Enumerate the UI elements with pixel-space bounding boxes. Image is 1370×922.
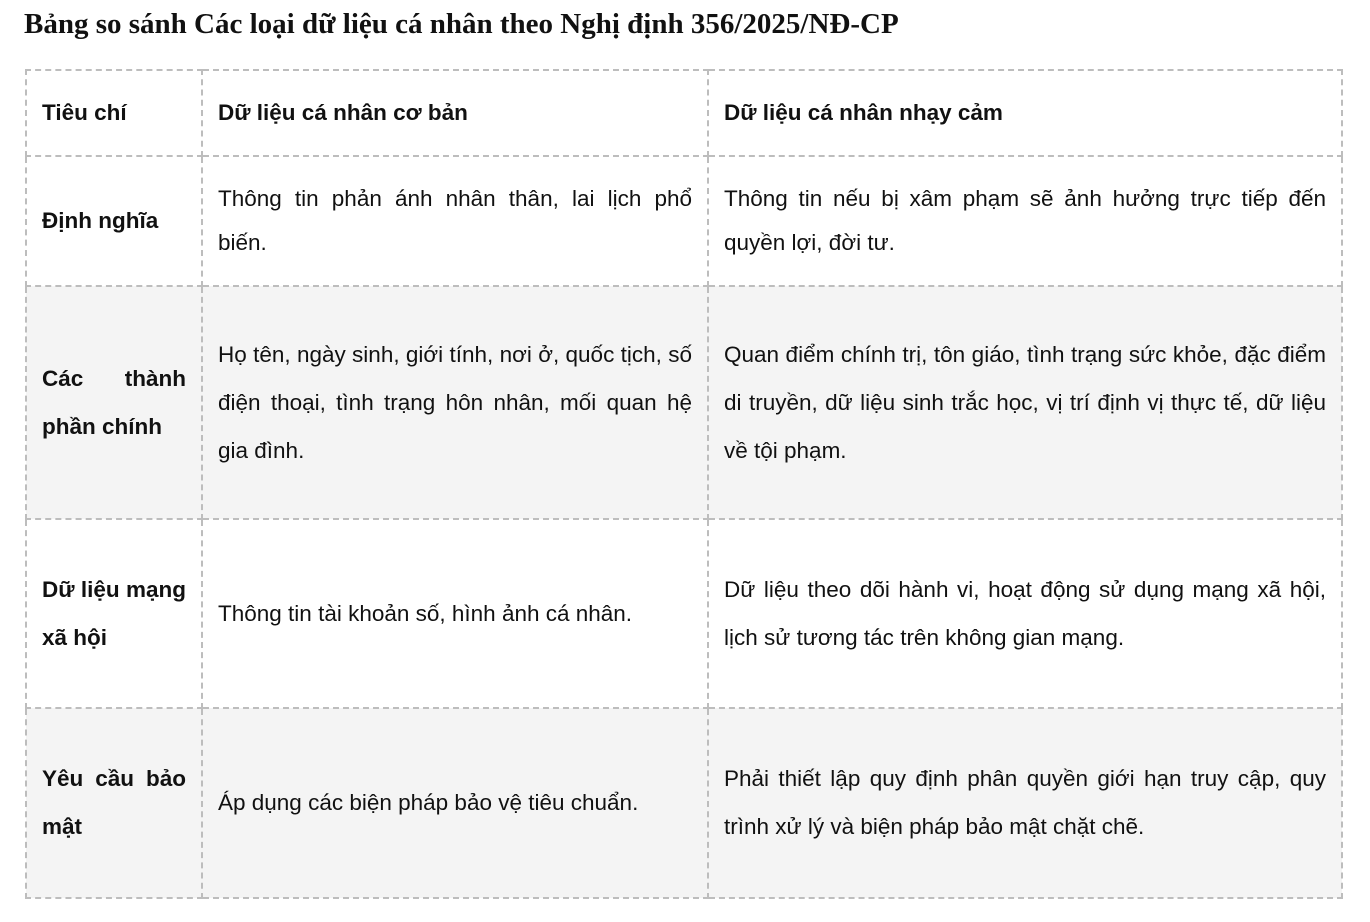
sensitive-cell: Thông tin nếu bị xâm phạm sẽ ảnh hưởng trực tiếp đến quyền lợi, đời tư.	[708, 156, 1342, 286]
table-row	[26, 156, 1342, 286]
table-row	[26, 519, 1342, 708]
basic-cell: Áp dụng các biện pháp bảo vệ tiêu chuẩn.	[202, 708, 708, 898]
basic-cell: Thông tin phản ánh nhân thân, lai lịch phổ biến.	[202, 156, 708, 286]
row-label: Dữ liệu mạng xã hội	[26, 519, 202, 708]
header-basic: Dữ liệu cá nhân cơ bản	[202, 70, 708, 156]
row-label: Yêu cầu bảo mật	[26, 708, 202, 898]
sensitive-cell: Dữ liệu theo dõi hành vi, hoạt động sử dụng mạng xã hội, lịch sử tương tác trên không gian mạng.	[708, 519, 1342, 708]
sensitive-cell: Quan điểm chính trị, tôn giáo, tình trạng sức khỏe, đặc điểm di truyền, dữ liệu sinh trắc học, vị trí định vị thực tế, dữ liệu về tội phạm.	[708, 286, 1342, 519]
page-title: Bảng so sánh Các loại dữ liệu cá nhân theo Nghị định 356/2025/NĐ-CP	[24, 8, 899, 40]
header-row	[26, 70, 1342, 156]
header-criteria: Tiêu chí	[26, 70, 202, 156]
header-sensitive: Dữ liệu cá nhân nhạy cảm	[708, 70, 1342, 156]
comparison-table	[25, 69, 1343, 899]
table-row	[26, 286, 1342, 519]
sensitive-cell: Phải thiết lập quy định phân quyền giới hạn truy cập, quy trình xử lý và biện pháp bảo mật chặt chẽ.	[708, 708, 1342, 898]
basic-cell: Họ tên, ngày sinh, giới tính, nơi ở, quốc tịch, số điện thoại, tình trạng hôn nhân, mối quan hệ gia đình.	[202, 286, 708, 519]
row-label: Định nghĩa	[26, 156, 202, 286]
row-label: Các thành phần chính	[26, 286, 202, 519]
basic-cell: Thông tin tài khoản số, hình ảnh cá nhân.	[202, 519, 708, 708]
table-row	[26, 708, 1342, 898]
